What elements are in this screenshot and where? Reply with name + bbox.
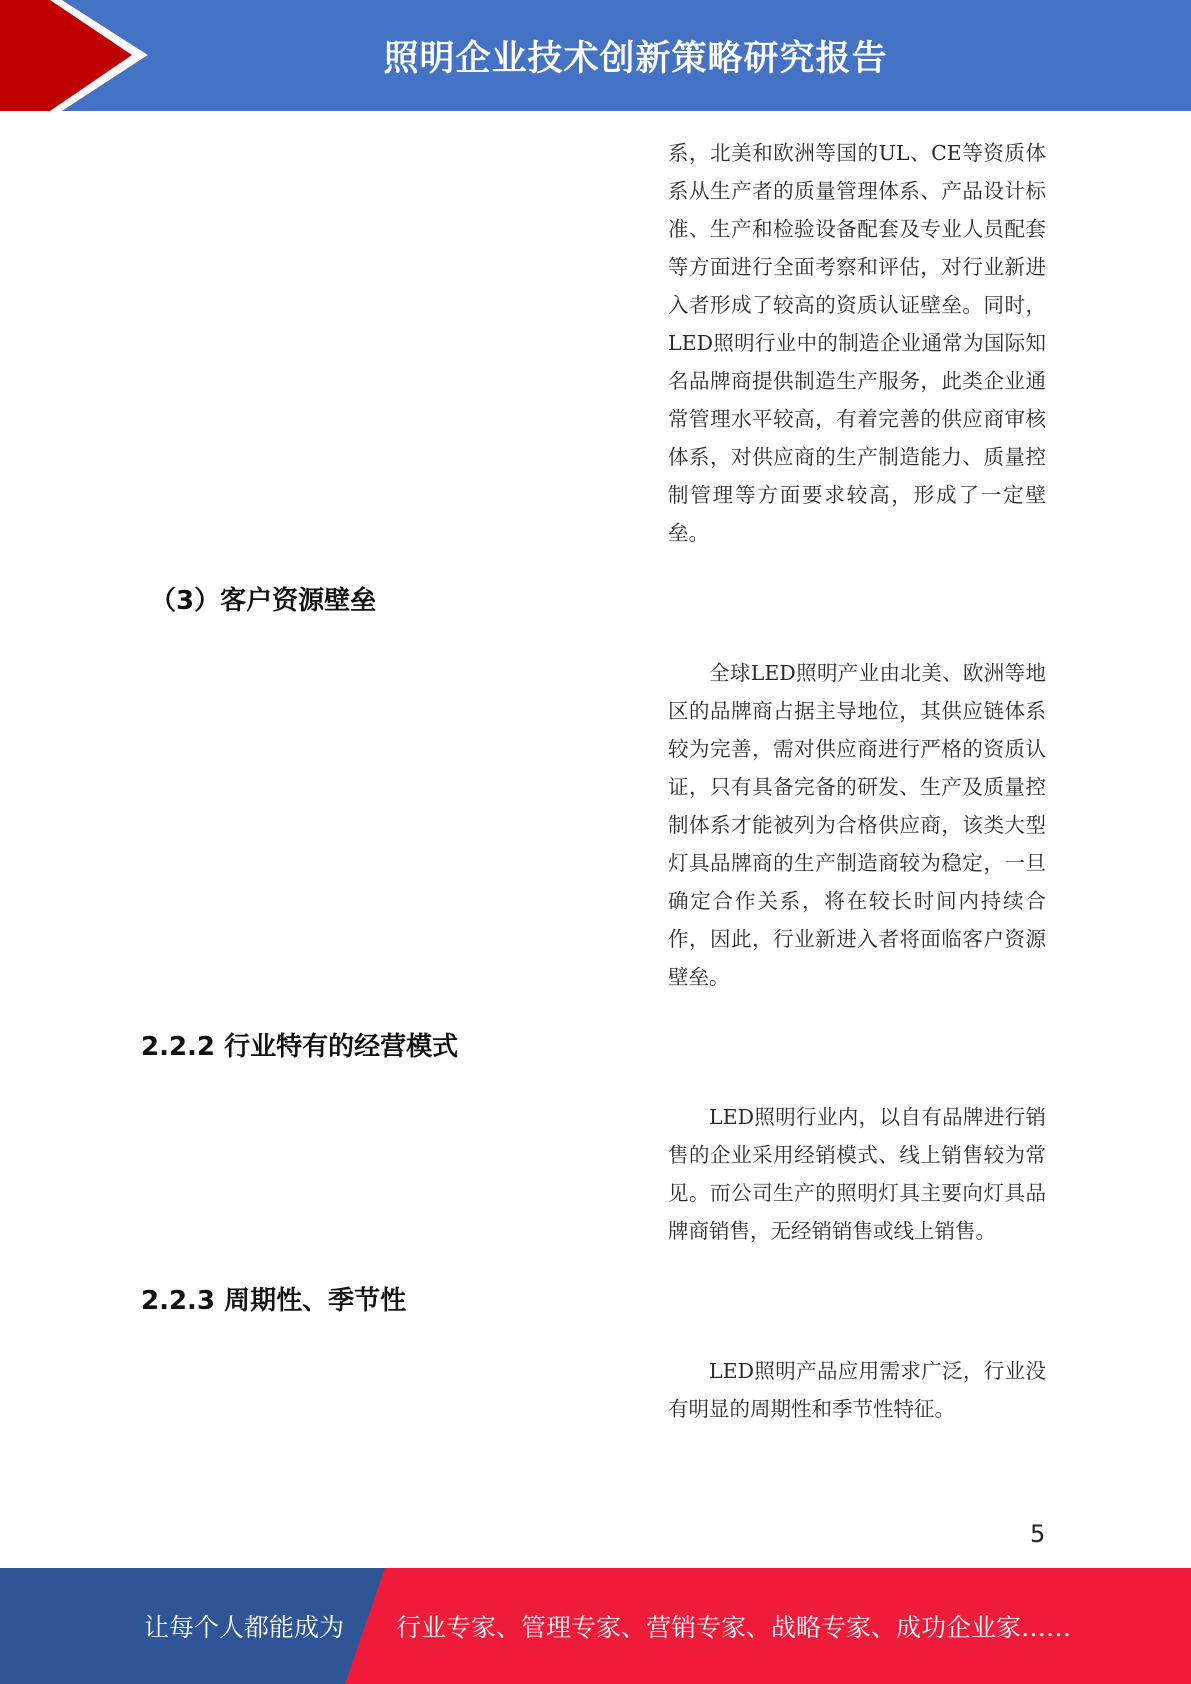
page-footer — [0, 1568, 1191, 1684]
paragraph-business-model: LED照明行业内，以自有品牌进行销售的企业采用经销模式、线上销售较为常见。而公司生产的照明灯具主要向灯具品牌商销售，无经销销售或线上销售。 — [668, 1105, 1046, 1243]
footer-slogan-left: 让每个人都能成为 — [144, 1613, 345, 1642]
heading-customer-barrier: （3）客户资源壁垒 — [150, 586, 377, 616]
paragraph-qualification: 系，北美和欧洲等国的UL、CE等资质体系从生产者的质量管理体系、产品设计标准、生产和检验设备配套及专业人员配套等方面进行全面考察和评估，对行业新进入者形成了较高的资质认证壁垒。同时，LED照明行业中的制造企业通常为国际知名品牌商提供制造生产服务，此类企业通常管理水平较高，有着完善的供应商审核体系，对供应商的生产制造能力、质量控制管理等方面要求较高，形成了一定壁垒。 — [668, 141, 1046, 545]
page-number: 5 — [1030, 1520, 1046, 1548]
footer-slogan-right: 行业专家、管理专家、营销专家、战略专家、成功企业家…… — [396, 1613, 1072, 1642]
header-title: 照明企业技术创新策略研究报告 — [383, 38, 888, 79]
paragraph-customer-barrier: 全球LED照明产业由北美、欧洲等地区的品牌商占据主导地位，其供应链体系较为完善，需对供应商进行严格的资质认证，只有具备完备的研发、生产及质量控制体系才能被列为合格供应商，该类大型灯具品牌商的生产制造商较为稳定，一旦确定合作关系，将在较长时间内持续合作，因此，行业新进入者将面临客户资源壁垒。 — [668, 661, 1046, 989]
paragraph-cyclicality: LED照明产品应用需求广泛，行业没有明显的周期性和季节性特征。 — [668, 1359, 1046, 1421]
heading-cyclicality: 2.2.3 周期性、季节性 — [141, 1286, 407, 1316]
page-header — [0, 0, 1191, 111]
heading-business-model: 2.2.2 行业特有的经营模式 — [141, 1032, 459, 1062]
